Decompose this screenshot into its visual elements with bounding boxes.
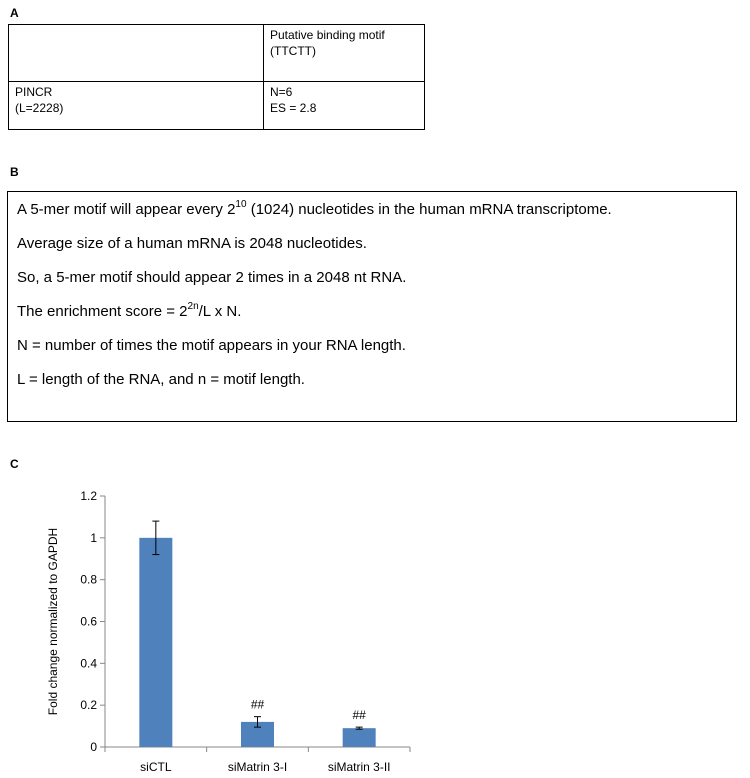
y-tick-label: 0.4 xyxy=(80,656,97,671)
y-tick-label: 1.2 xyxy=(80,489,97,503)
bar xyxy=(343,728,376,747)
fold-change-bar-chart xyxy=(0,470,750,778)
table-row xyxy=(9,82,425,130)
y-tick-label: 0.6 xyxy=(80,614,97,629)
table-header-motif-cell xyxy=(264,25,425,82)
rna-name: PINCR xyxy=(15,85,53,99)
table-header-empty-cell xyxy=(9,25,264,82)
n-value: N=6 xyxy=(270,85,293,99)
motif-sequence: (TTCTT) xyxy=(270,44,316,58)
y-tick-label: 1 xyxy=(90,530,97,545)
bar xyxy=(139,538,172,747)
explanation-line-1 xyxy=(17,200,736,219)
explanation-line-4 xyxy=(17,302,736,321)
explanation-line-5: N = number of times the motif appears in your RNA length. xyxy=(17,337,406,354)
motif-table xyxy=(8,24,425,130)
line4-post: /L x N. xyxy=(198,303,242,320)
table-name-cell xyxy=(9,82,264,130)
significance-annotation: ## xyxy=(352,708,366,723)
panel-b-label: B xyxy=(10,165,19,179)
x-tick-label: siMatrin 3-I xyxy=(227,760,288,774)
explanation-line-2: Average size of a human mRNA is 2048 nucleotides. xyxy=(17,235,367,252)
y-tick-label: 0.8 xyxy=(80,572,97,587)
x-tick-label: siMatrin 3-II xyxy=(327,760,391,774)
motif-title: Putative binding motif xyxy=(270,28,385,42)
line4-pre: The enrichment score = 2 xyxy=(17,303,188,320)
explanation-line-6: L = length of the RNA, and n = motif length. xyxy=(17,371,305,388)
line1-pre: A 5-mer motif will appear every 2 xyxy=(17,201,236,218)
significance-annotation: ## xyxy=(250,697,265,712)
x-tick-label: siCTL xyxy=(140,760,172,774)
es-value: ES = 2.8 xyxy=(270,101,317,115)
panel-a-label: A xyxy=(10,6,19,20)
table-header-row xyxy=(9,25,425,82)
line1-post: (1024) nucleotides in the human mRNA transcriptome. xyxy=(246,201,612,218)
y-axis-label: Fold change normalized to GAPDH xyxy=(46,527,60,716)
y-tick-label: 0 xyxy=(90,740,97,754)
y-tick-label: 0.2 xyxy=(80,698,97,713)
explanation-line-3: So, a 5-mer motif should appear 2 times in a 2048 nt RNA. xyxy=(17,269,407,286)
panel-c-label: C xyxy=(10,457,19,471)
table-value-cell xyxy=(264,82,425,130)
line4-superscript: 2n xyxy=(187,301,199,312)
rna-length: (L=2228) xyxy=(15,101,64,115)
line1-superscript: 10 xyxy=(235,199,247,210)
motif-explanation-box xyxy=(7,191,737,422)
